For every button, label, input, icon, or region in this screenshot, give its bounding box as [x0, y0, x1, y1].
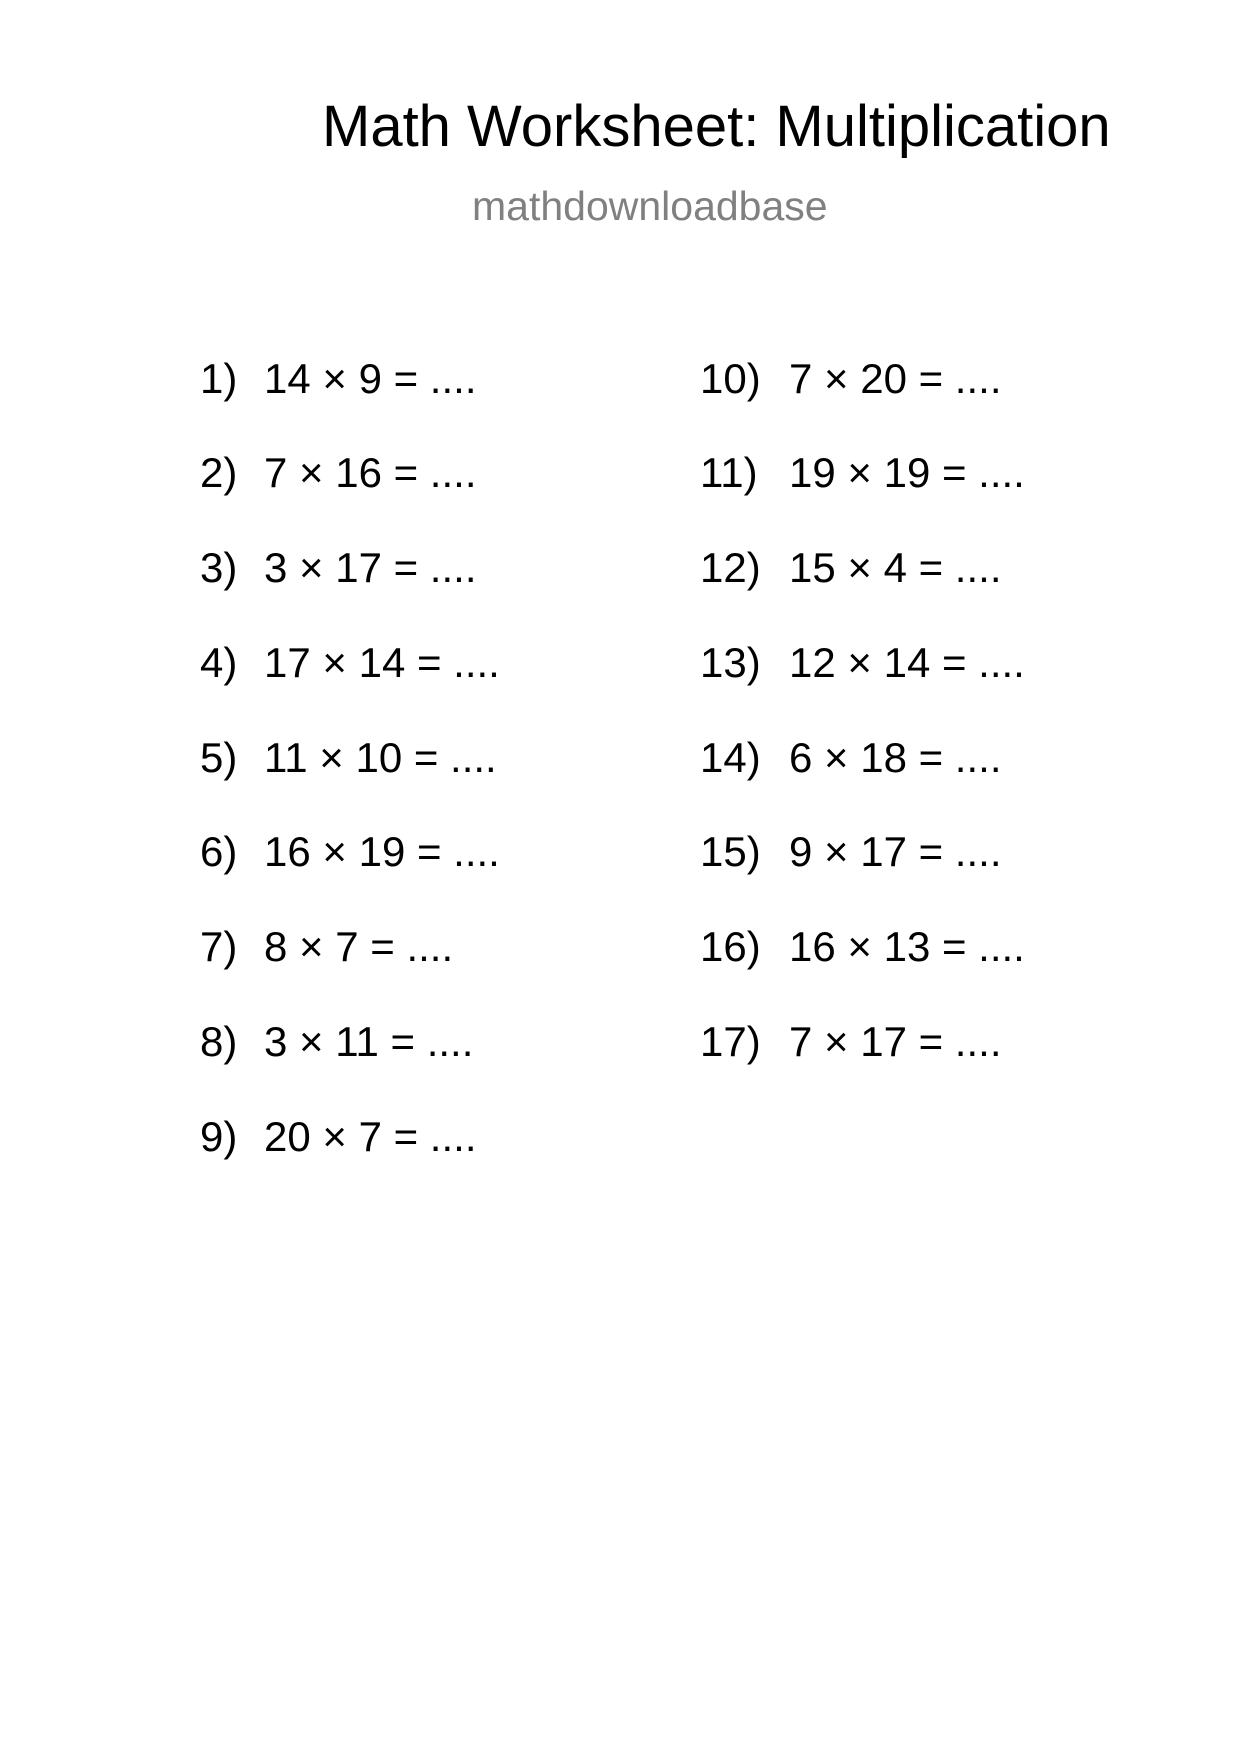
worksheet-subtitle: mathdownloadbase: [472, 183, 828, 229]
problem-expression: 16 × 19 = ....: [264, 828, 500, 875]
problem-number: 5): [200, 734, 238, 781]
problem-number: 2): [200, 449, 238, 496]
problem-expression: 11 × 10 = ....: [264, 734, 497, 781]
problem-number: 15): [700, 828, 761, 875]
problem-expression: 3 × 17 = ....: [264, 544, 477, 591]
problem-expression: 7 × 17 = ....: [789, 1018, 1002, 1065]
problem-number: 1): [200, 355, 238, 402]
problem-number: 14): [700, 734, 761, 781]
worksheet-title: Math Worksheet: Multiplication: [322, 94, 1111, 159]
problem-expression: 6 × 18 = ....: [789, 734, 1002, 781]
problem-number: 12): [700, 544, 761, 591]
problem-number: 3): [200, 544, 238, 591]
problem-expression: 3 × 11 = ....: [264, 1018, 474, 1065]
problem-number: 8): [200, 1018, 238, 1065]
problem-number: 16): [700, 923, 761, 970]
problem-number: 7): [200, 923, 238, 970]
problem-expression: 7 × 16 = ....: [264, 449, 477, 496]
problem-number: 9): [200, 1113, 238, 1160]
problem-expression: 9 × 17 = ....: [789, 828, 1002, 875]
problem-number: 10): [700, 355, 761, 402]
problem-expression: 17 × 14 = ....: [264, 639, 500, 686]
problem-expression: 19 × 19 = ....: [789, 449, 1025, 496]
problem-number: 11): [700, 449, 758, 496]
problem-number: 13): [700, 639, 761, 686]
problem-expression: 15 × 4 = ....: [789, 544, 1002, 591]
problem-expression: 16 × 13 = ....: [789, 923, 1025, 970]
problem-expression: 20 × 7 = ....: [264, 1113, 477, 1160]
problem-expression: 14 × 9 = ....: [264, 355, 477, 402]
problem-expression: 7 × 20 = ....: [789, 355, 1002, 402]
problem-number: 4): [200, 639, 238, 686]
problem-expression: 8 × 7 = ....: [264, 923, 454, 970]
problem-expression: 12 × 14 = ....: [789, 639, 1025, 686]
problem-number: 17): [700, 1018, 761, 1065]
problem-number: 6): [200, 828, 238, 875]
